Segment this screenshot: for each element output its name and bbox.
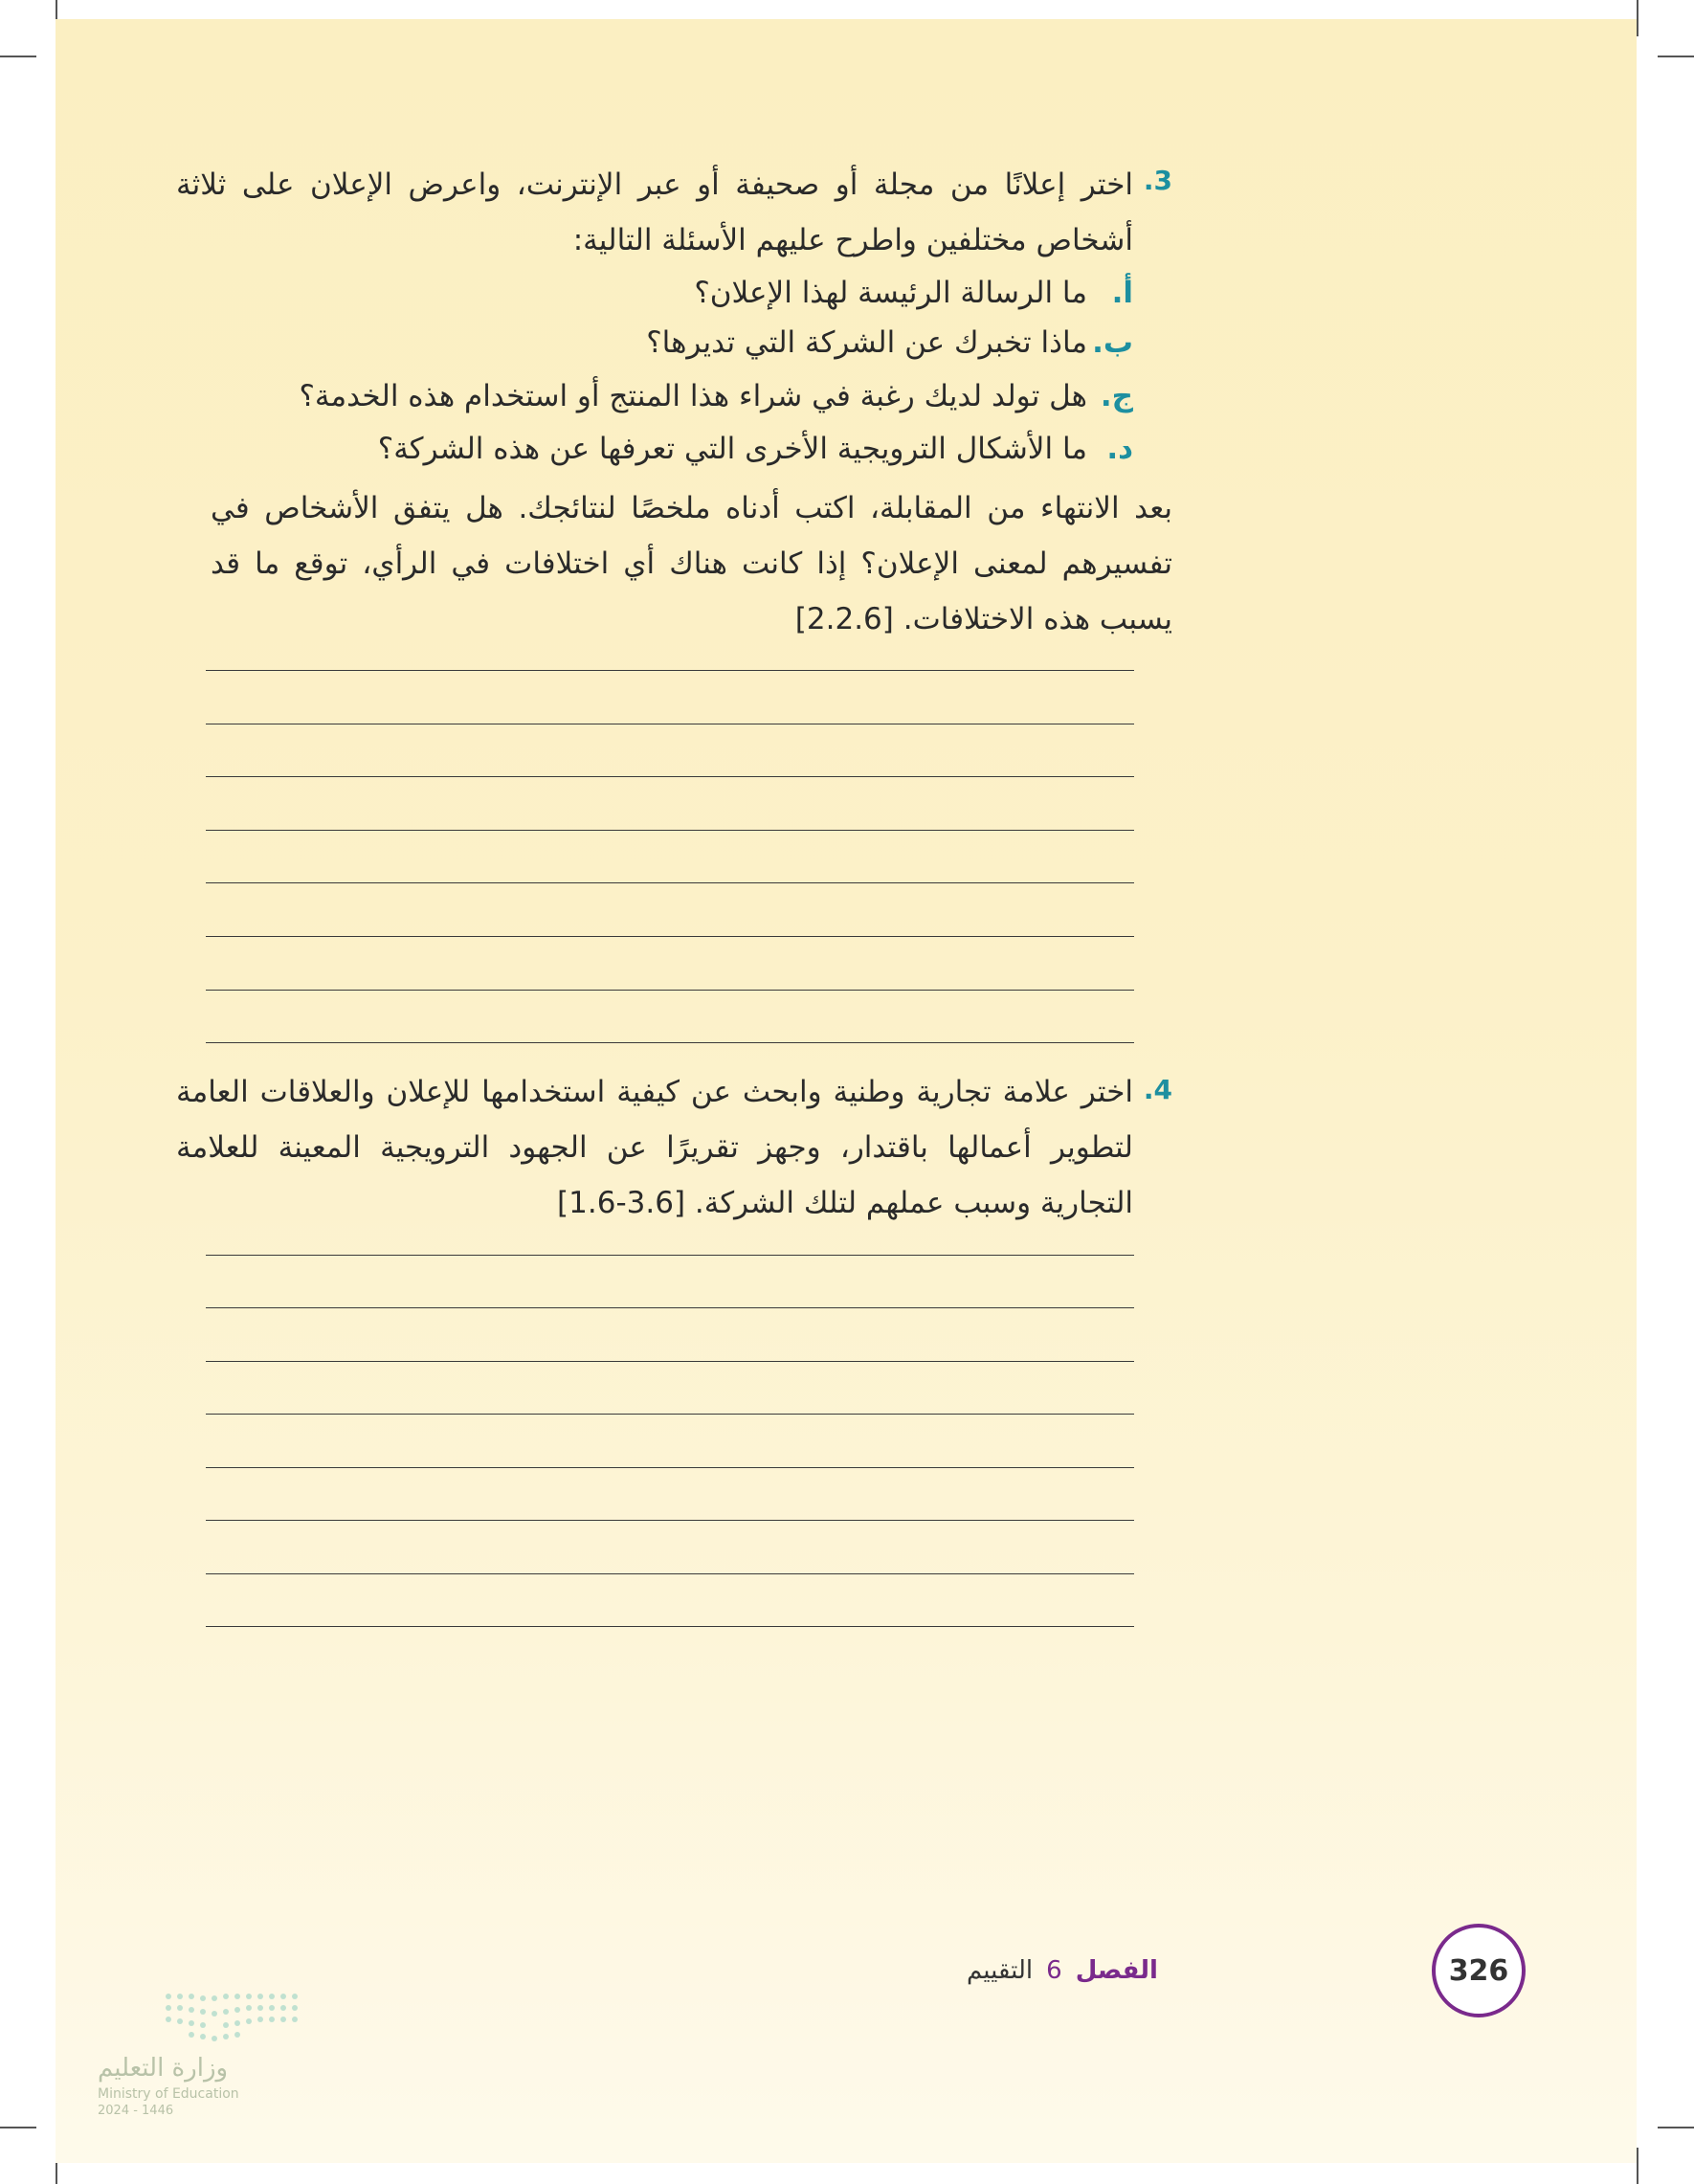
answer-line[interactable] [206, 776, 1134, 777]
ministry-name-en: Ministry of Education [98, 2086, 239, 2102]
item-text: ماذا تخبرك عن الشركة التي تديرها؟ [646, 325, 1087, 360]
answer-line[interactable] [206, 830, 1134, 831]
question-3-item-a [694, 269, 1133, 317]
item-label: ج. [1100, 379, 1133, 413]
answer-line[interactable] [206, 1414, 1134, 1415]
question-3-number: 3. [1143, 165, 1172, 196]
answer-line[interactable] [206, 1307, 1134, 1308]
item-text: هل تولد لديك رغبة في شراء هذا المنتج أو استخدام هذه الخدمة؟ [299, 379, 1087, 413]
answer-line[interactable] [206, 936, 1134, 937]
answer-line[interactable] [206, 882, 1134, 883]
answer-line[interactable] [206, 1626, 1134, 1627]
chapter-footer [967, 1956, 1158, 1995]
question-3-followup: بعد الانتهاء من المقابلة، اكتب أدناه ملخصًا لنتائجك. هل يتفق الأشخاص في تفسيرهم لمعنى الإعلان؟ إذا كانت هناك أي اختلافات في الرأي، توقع ما قد يسبب هذه الاختلافات. [2.2.6] [211, 491, 1172, 636]
section-title: التقييم [967, 1956, 1034, 1985]
answer-line[interactable] [206, 1361, 1134, 1362]
answer-line[interactable] [206, 670, 1134, 671]
question-4-number: 4. [1143, 1074, 1172, 1105]
item-text: ما الرسالة الرئيسة لهذا الإعلان؟ [694, 276, 1087, 310]
question-3-intro: اختر إعلانًا من مجلة أو صحيفة أو عبر الإنترنت، واعرض الإعلان على ثلاثة أشخاص مختلفين واطرح عليهم الأسئلة التالية: [176, 167, 1133, 257]
answer-line[interactable] [206, 1573, 1134, 1574]
item-label: د. [1106, 432, 1133, 466]
question-4-intro: اختر علامة تجارية وطنية وابحث عن كيفية استخدامها للإعلان والعلاقات العامة لتطوير أعمالها باقتدار، وجهز تقريرًا عن الجهود الترويجية المعينة للعلامة التجارية وسبب عملهم لتلك الشركة. [3.6-1.6] [176, 1075, 1133, 1220]
answer-line[interactable] [206, 1467, 1134, 1468]
item-text: ما الأشكال الترويجية الأخرى التي تعرفها عن هذه الشركة؟ [377, 432, 1087, 466]
chapter-number: 6 [1046, 1956, 1062, 1985]
item-label: أ. [1111, 276, 1133, 310]
question-3-item-d [378, 425, 1133, 473]
answer-line[interactable] [206, 1520, 1134, 1521]
answer-line[interactable] [206, 1255, 1134, 1256]
page-number: 326 [1448, 1953, 1509, 1988]
question-3-item-c [299, 372, 1133, 420]
item-label: ب. [1092, 325, 1133, 360]
chapter-label: الفصل [1075, 1956, 1158, 1985]
ministry-name-ar: وزارة التعليم [98, 2054, 229, 2083]
answer-line[interactable] [206, 990, 1134, 991]
page-number-badge [1432, 1924, 1526, 2017]
ministry-year: 2024 - 1446 [98, 2104, 174, 2118]
question-3-item-b [646, 319, 1133, 367]
answer-line[interactable] [206, 1042, 1134, 1043]
